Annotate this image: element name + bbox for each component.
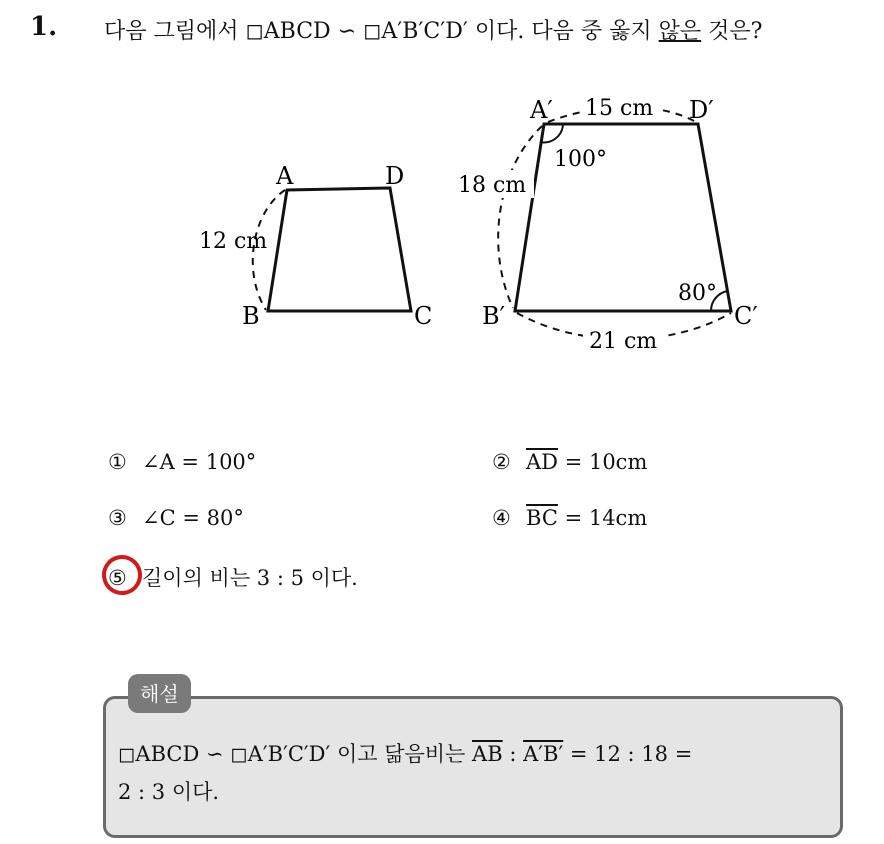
choice-3-text: ∠C = 80° [142,506,244,530]
question-number: 1. [30,12,58,42]
choice-1-number: ① [108,450,127,474]
explanation-line-1-pre: ◻ABCD ∽ ◻A′B′C′D′ 이고 닮음비는 [118,742,473,766]
choice-2-text: = 10cm [558,450,648,474]
explanation-line-1-post: = 12 : 18 = [563,742,693,766]
choice-5[interactable] [108,562,358,592]
large-angle-a-label: 100° [554,147,607,172]
large-vertex-a: A′ [530,96,553,124]
explanation-colon: : [502,742,524,766]
choice-3-number: ③ [108,506,127,530]
explanation-segment-ab-prime: A′B′ [523,742,564,766]
explanation-line-2: 2 : 3 이다. [118,780,220,804]
small-side-ab-label: 12 cm [199,229,268,254]
choice-1[interactable] [108,450,256,474]
choice-4[interactable] [492,506,647,530]
choice-2-number: ② [492,450,511,474]
choice-5-text: 길이의 비는 3 : 5 이다. [142,566,358,590]
large-side-bc-label: 21 cm [589,329,658,354]
choice-3[interactable] [108,506,244,530]
small-trapezoid [268,188,411,311]
large-side-ad-label: 15 cm [585,96,654,121]
choice-2[interactable] [492,450,647,474]
choice-4-segment: $\overline{BC}$ [526,506,558,530]
question-text-before: 다음 그림에서 ◻ABCD ∽ ◻A′B′C′D′ 이다. 다음 중 옳지 [104,19,659,44]
small-vertex-d: D [385,162,405,190]
large-vertex-b: B′ [482,302,506,330]
large-side-ab-label: 18 cm [458,173,527,198]
large-vertex-c: C′ [734,302,758,330]
choice-2-segment: $\overline{AD}$ [526,450,559,474]
explanation-segment-ab: $\overline{AB}$ [472,742,503,766]
explanation-label: 해설 [128,674,191,713]
large-vertex-d: D′ [689,96,714,124]
large-angle-c-label: 80° [678,281,717,306]
trapezoid-figure [0,0,884,420]
choice-4-text: = 14cm [557,506,648,530]
small-vertex-b: B [242,302,260,330]
choice-1-text: ∠A = 100° [142,450,257,474]
explanation-line-1 [118,738,692,768]
question-text-after: 것은? [701,19,763,44]
question-text-underlined: 않은 [658,19,702,44]
choice-5-number: ⑤ [108,566,127,590]
small-vertex-c: C [414,302,433,330]
choice-4-number: ④ [492,506,511,530]
small-vertex-a: A [276,162,294,190]
